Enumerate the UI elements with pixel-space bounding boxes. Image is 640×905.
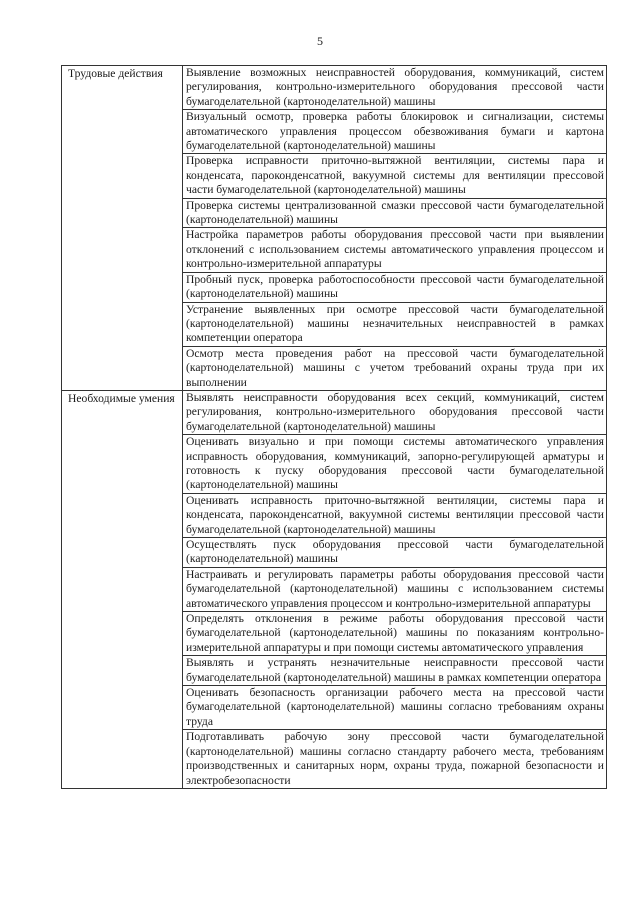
table-cell-item: Оценивать визуально и при помощи системы автоматического управления исправность оборудования, коммуникаций, запорно-регулирующей арматуры и готовность к пуску оборудования прессовой части бумагоделательной (картоноделательной) машины bbox=[183, 435, 607, 494]
table-cell-item: Пробный пуск, проверка работоспособности прессовой части бумагоделательной (картоноделательной) машины bbox=[183, 272, 607, 302]
table-cell-item: Настройка параметров работы оборудования прессовой части при выявлении отклонений с использованием системы автоматического управления процессом и контрольно-измерительной аппаратуры bbox=[183, 228, 607, 272]
table-cell-item: Оценивать исправность приточно-вытяжной вентиляции, системы пара и конденсата, пароконденсатной, вакуумной системы вентиляции прессовой части бумагоделательной (картоноделательной) машины bbox=[183, 493, 607, 537]
table-cell-item: Настраивать и регулировать параметры работы оборудования прессовой части бумагоделательной (картоноделательной) машины с использованием системы автоматического управления процессом и контрольно-измерительной аппаратуры bbox=[183, 567, 607, 611]
table-cell-item: Устранение выявленных при осмотре прессовой части бумагоделательной (картоноделательной) машины незначительных неисправностей в рамках компетенции оператора bbox=[183, 302, 607, 346]
table-cell-item: Проверка исправности приточно-вытяжной вентиляции, системы пара и конденсата, пароконденсатной, вакуумной системы для вентиляции прессовой части бумагоделательной (картоноделательной) машины bbox=[183, 154, 607, 198]
table-cell-item: Выявление возможных неисправностей оборудования, коммуникаций, систем регулирования, контрольно-измерительного оборудования прессовой части бумагоделательной (картоноделательной) машины bbox=[183, 66, 607, 110]
table-cell-item: Визуальный осмотр, проверка работы блокировок и сигнализации, системы автоматического управления процессом обезвоживания бумаги и картона бумагоделательной (картоноделательной) машины bbox=[183, 110, 607, 154]
table-cell-item: Осмотр места проведения работ на прессовой части бумагоделательной (картоноделательной) машины с учетом требований охраны труда при их выполнении bbox=[183, 346, 607, 390]
table-cell-item: Оценивать безопасность организации рабочего места на прессовой части бумагоделательной (картоноделательной) машины согласно требованиям охраны труда bbox=[183, 686, 607, 730]
section-label: Необходимые умения bbox=[62, 390, 183, 788]
requirements-table bbox=[61, 65, 607, 789]
table-cell-item: Выявлять неисправности оборудования всех секций, коммуникаций, систем регулирования, контрольно-измерительного оборудования прессовой части бумагоделательной (картоноделательной) машины bbox=[183, 390, 607, 434]
table-cell-item: Проверка системы централизованной смазки прессовой части бумагоделательной (картоноделательной) машины bbox=[183, 198, 607, 228]
table-row bbox=[62, 66, 607, 110]
table-cell-item: Осуществлять пуск оборудования прессовой части бумагоделательной (картоноделательной) машины bbox=[183, 538, 607, 568]
table-cell-item: Подготавливать рабочую зону прессовой части бумагоделательной (картоноделательной) машины согласно стандарту рабочего места, требованиям производственных и санитарных норм, охраны труда, пожарной безопасности и электробезопасности bbox=[183, 730, 607, 789]
page-number: 5 bbox=[317, 34, 323, 48]
table-cell-item: Выявлять и устранять незначительные неисправности прессовой части бумагоделательной (картоноделательной) машины в рамках компетенции оператора bbox=[183, 656, 607, 686]
table-cell-item: Определять отклонения в режиме работы оборудования прессовой части бумагоделательной (картоноделательной) машины по показаниям контрольно-измерительной аппаратуры и при помощи системы автоматического управления bbox=[183, 612, 607, 656]
table-row bbox=[62, 390, 607, 434]
section-label: Трудовые действия bbox=[62, 66, 183, 391]
